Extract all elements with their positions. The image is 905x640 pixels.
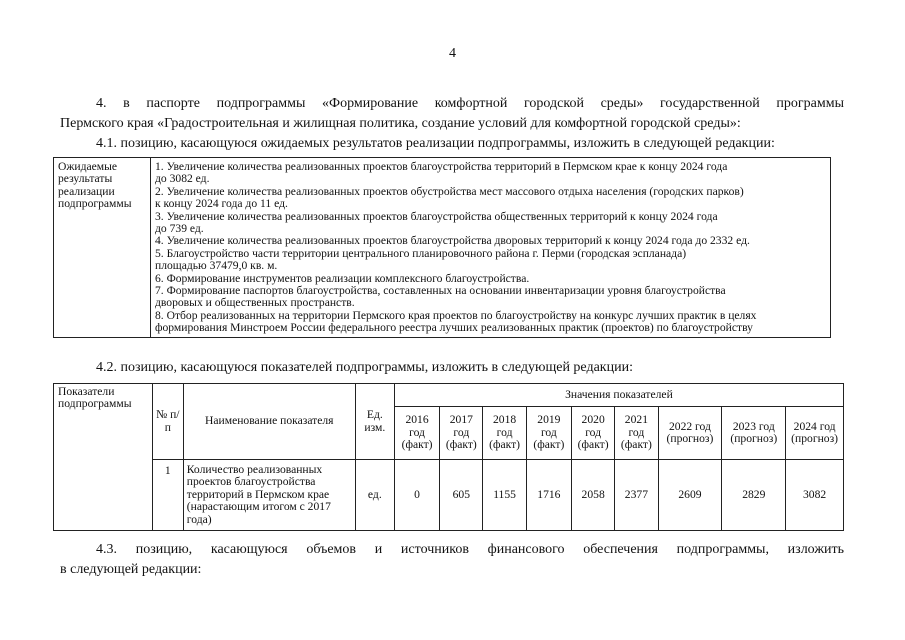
result-line: до 739 ед. xyxy=(155,222,204,236)
expected-results-label: Ожидаемые результаты реализации подпрограммы xyxy=(54,158,151,338)
year-header: 2018 год (факт) xyxy=(483,407,526,460)
column-header-unit: Ед. изм. xyxy=(355,384,394,460)
result-line: формирования Минстроем России федерального реестра лучших реализованных практик (проектов) по благоустройству xyxy=(155,321,753,335)
indicators-label: Показатели подпрограммы xyxy=(54,384,153,531)
result-line: 5. Благоустройство части территории центрального планировочного района г. Перми (городская эспланада) xyxy=(155,246,687,260)
indicator-value: 0 xyxy=(394,460,439,531)
paragraph-4-3-line-1: 4.3. позицию, касающуюся объемов и источников финансового обеспечения подпрограммы, изложить xyxy=(96,542,844,557)
column-header-name: Наименование показателя xyxy=(183,384,355,460)
expected-results-table xyxy=(53,157,831,338)
result-line: 3. Увеличение количества реализованных проектов благоустройства общественных территорий к концу 2024 года xyxy=(155,209,718,223)
row-number: 1 xyxy=(152,460,183,531)
result-line: 7. Формирование паспортов благоустройства, составленных на основании инвентаризации уровня благоустройства xyxy=(155,284,726,298)
year-header: 2017 год (факт) xyxy=(440,407,483,460)
paragraph-4 xyxy=(60,94,844,134)
result-line: к концу 2024 года до 11 ед. xyxy=(155,197,288,211)
page-number: 4 xyxy=(449,46,456,61)
year-header: 2020 год (факт) xyxy=(572,407,615,460)
result-line: дворовых и общественных пространств. xyxy=(155,296,355,310)
result-line: площадью 37479,0 кв. м. xyxy=(155,259,278,273)
indicator-value: 1155 xyxy=(483,460,526,531)
year-header: 2016 год (факт) xyxy=(394,407,439,460)
result-line: 8. Отбор реализованных на территории Пермского края проектов по благоустройству на конкурс лучших практик в целях xyxy=(155,308,757,322)
year-header: 2019 год (факт) xyxy=(526,407,571,460)
indicator-value: 2377 xyxy=(615,460,658,531)
column-header-num: № п/п xyxy=(152,384,183,460)
indicator-value: 2609 xyxy=(658,460,722,531)
result-line: 6. Формирование инструментов реализации комплексного благоустройства. xyxy=(155,271,530,285)
values-header: Значения показателей xyxy=(394,384,843,407)
indicator-value: 605 xyxy=(440,460,483,531)
result-line: до 3082 ед. xyxy=(155,172,210,186)
paragraph-4-1: 4.1. позицию, касающуюся ожидаемых результатов реализации подпрограммы, изложить в следующей редакции: xyxy=(96,136,775,151)
indicator-value: 2829 xyxy=(722,460,786,531)
year-header: 2022 год (прогноз) xyxy=(658,407,722,460)
indicator-value: 3082 xyxy=(786,460,844,531)
paragraph-4-2: 4.2. позицию, касающуюся показателей подпрограммы, изложить в следующей редакции: xyxy=(96,360,633,375)
result-line: 4. Увеличение количества реализованных проектов благоустройства дворовых территорий к концу 2024 года до 2332 ед. xyxy=(155,234,750,248)
result-line: 2. Увеличение количества реализованных проектов обустройства мест массового отдыха населения (городских парков) xyxy=(155,184,744,198)
expected-results-content xyxy=(151,158,831,338)
indicators-table xyxy=(53,383,844,531)
result-line: 1. Увеличение количества реализованных проектов благоустройства территорий в Пермском крае к концу 2024 года xyxy=(155,160,728,173)
paragraph-4-3 xyxy=(60,540,844,580)
paragraph-4-line-1: 4. в паспорте подпрограммы «Формирование комфортной городской среды» государственной программы xyxy=(96,96,844,111)
indicator-name: Количество реализованных проектов благоустройства территорий в Пермском крае (нарастающим итогом с 2017 года) xyxy=(183,460,355,531)
year-header: 2023 год (прогноз) xyxy=(722,407,786,460)
indicator-value: 2058 xyxy=(572,460,615,531)
indicator-value: 1716 xyxy=(526,460,571,531)
year-header: 2021 год (факт) xyxy=(615,407,658,460)
indicator-unit: ед. xyxy=(355,460,394,531)
paragraph-4-3-line-2: в следующей редакции: xyxy=(60,562,202,577)
paragraph-4-line-2: Пермского края «Градостроительная и жилищная политика, создание условий для комфортной городской среды»: xyxy=(60,116,741,131)
year-header: 2024 год (прогноз) xyxy=(786,407,844,460)
